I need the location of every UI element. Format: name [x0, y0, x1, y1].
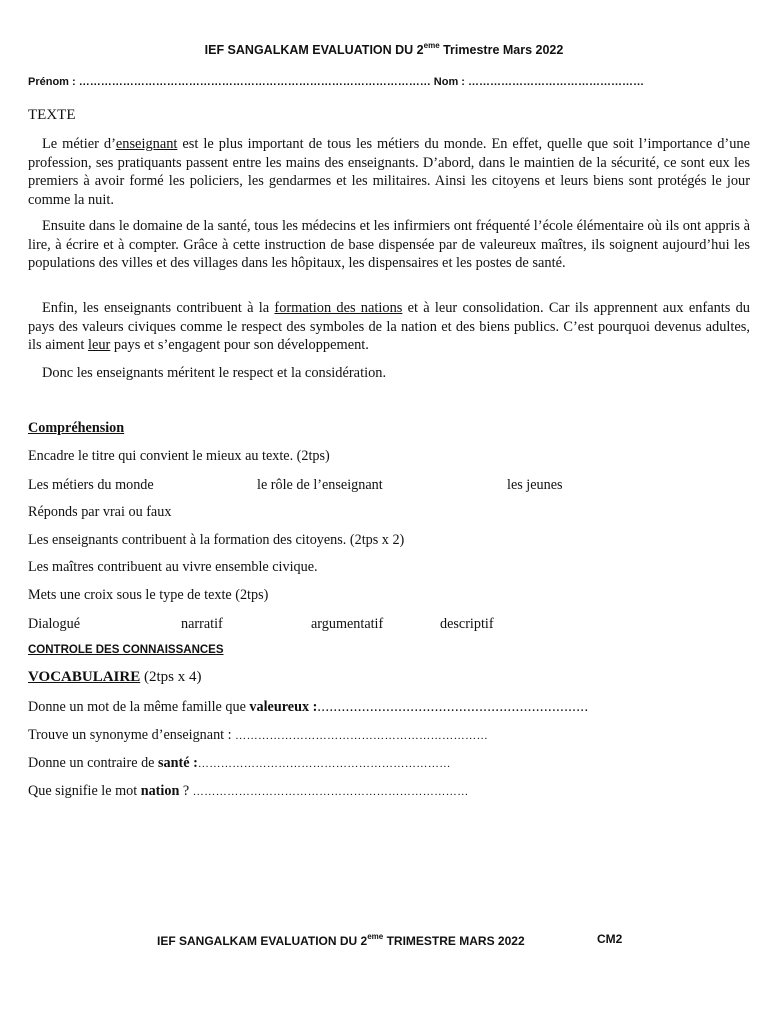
paragraph-3 [28, 299, 750, 355]
vocabulaire-heading [28, 669, 201, 686]
question-1: Encadre le titre qui convient le mieux au texte. (2tps) [28, 448, 330, 464]
paragraph-1 [28, 135, 750, 209]
statement-2: Les maîtres contribuent au vivre ensemble civique. [28, 559, 318, 575]
p1-start: Le métier d’ [42, 136, 116, 152]
p3-underlined-word: leur [87, 337, 111, 353]
type-option-dialogue[interactable]: Dialogué [28, 616, 81, 632]
nom-label: Nom : [430, 76, 469, 88]
v4-question-mark: ? [179, 783, 193, 799]
prenom-field[interactable]: …………………………………………………………………………………… [78, 76, 431, 88]
v2-answer-field[interactable]: ………………………………………………………… [235, 730, 489, 742]
v2-text: Trouve un synonyme d’enseignant : [28, 727, 236, 743]
controle-title: CONTROLE DES CONNAISSANCES [28, 644, 224, 656]
vocabulaire-points: (2tps x 4) [140, 669, 202, 685]
type-option-narratif[interactable]: narratif [181, 616, 223, 632]
vocab-question-2 [28, 727, 488, 744]
v1-keyword: valeureux : [249, 699, 318, 715]
p3-end: pays et s’engagent pour son développement. [110, 337, 369, 353]
v3-answer-field[interactable]: ………………………………………………………… [197, 758, 451, 770]
header-superscript: eme [423, 41, 440, 50]
prenom-label: Prénom : [28, 76, 79, 88]
title-option-2[interactable]: le rôle de l’enseignant [257, 477, 383, 493]
comprehension-title: Compréhension [28, 420, 125, 436]
p3-start: Enfin, les enseignants contribuent à la [42, 300, 275, 316]
footer-text-end: TRIMESTRE MARS 2022 [383, 934, 525, 948]
v3-keyword: santé : [158, 755, 198, 771]
vocabulaire-title: VOCABULAIRE [28, 669, 141, 685]
page-footer [157, 932, 525, 948]
v1-text: Donne un mot de la même famille que [28, 699, 250, 715]
statement-1: Les enseignants contribuent à la formation des citoyens. (2tps x 2) [28, 532, 405, 548]
p1-rest: est le plus important de tous les métiers du monde. En effet, quelle que soit l’importance d’une profession, ses pratiquants passent entre les mains des enseignants. D’abord, dans le maintien de la sécurité, ce sont eux les premiers à avoir formé les policiers, les gendarmes et les militaires. Ainsi les citoyens et leurs biens sont protégés le jour comme la nuit. [28, 136, 750, 208]
vocab-question-1 [28, 699, 588, 716]
question-3: Mets une croix sous le type de texte (2tps) [28, 587, 269, 603]
vocab-question-4 [28, 783, 469, 800]
p3-underlined-phrase: formation des nations [274, 300, 403, 316]
header-text: IEF SANGALKAM EVALUATION DU 2 [204, 43, 424, 57]
v4-keyword: nation [140, 783, 180, 799]
identity-line [28, 76, 748, 88]
paragraph-2: Ensuite dans le domaine de la santé, tous les médecins et les infirmiers ont fréquenté l’école élémentaire où ils ont appris à lire, à écrire et à compter. Grâce à cette instruction de base dispensée par de valeureux maîtres, ils soignent aujourd’hui les populations des villes et des villages dans les hôpitaux, les dispensaires et les postes de santé. [28, 218, 750, 271]
header-text-end: Trimestre Mars 2022 [439, 43, 564, 57]
footer-text: IEF SANGALKAM EVALUATION DU 2 [157, 934, 368, 948]
v4-text: Que signifie le mot [28, 783, 141, 799]
nom-field[interactable]: ………………………………………… [468, 76, 645, 88]
title-option-3[interactable]: les jeunes [507, 477, 563, 493]
vocab-question-3 [28, 755, 451, 772]
v1-answer-field[interactable]: ................................................................... [317, 699, 589, 715]
v3-text: Donne un contraire de [28, 755, 159, 771]
footer-superscript: eme [367, 932, 384, 941]
texte-title: TEXTE [28, 107, 76, 123]
type-option-descriptif[interactable]: descriptif [440, 616, 494, 632]
type-option-argumentatif[interactable]: argumentatif [311, 616, 384, 632]
title-option-1[interactable]: Les métiers du monde [28, 477, 154, 493]
p1-underlined-word: enseignant [115, 136, 178, 152]
page-header [0, 41, 768, 57]
question-2: Réponds par vrai ou faux [28, 504, 172, 520]
v4-answer-field[interactable]: ……………………………………………………………… [192, 786, 469, 798]
p3-middle: et à leur consolidation. Car ils apprennent aux enfants du pays des valeurs civiques comme le respect des symboles de la nation et des biens publics. C’est pourquoi devenus adultes, ils aiment [28, 300, 750, 353]
footer-class: CM2 [597, 932, 623, 946]
paragraph-4: Donc les enseignants méritent le respect et la considération. [42, 365, 387, 381]
